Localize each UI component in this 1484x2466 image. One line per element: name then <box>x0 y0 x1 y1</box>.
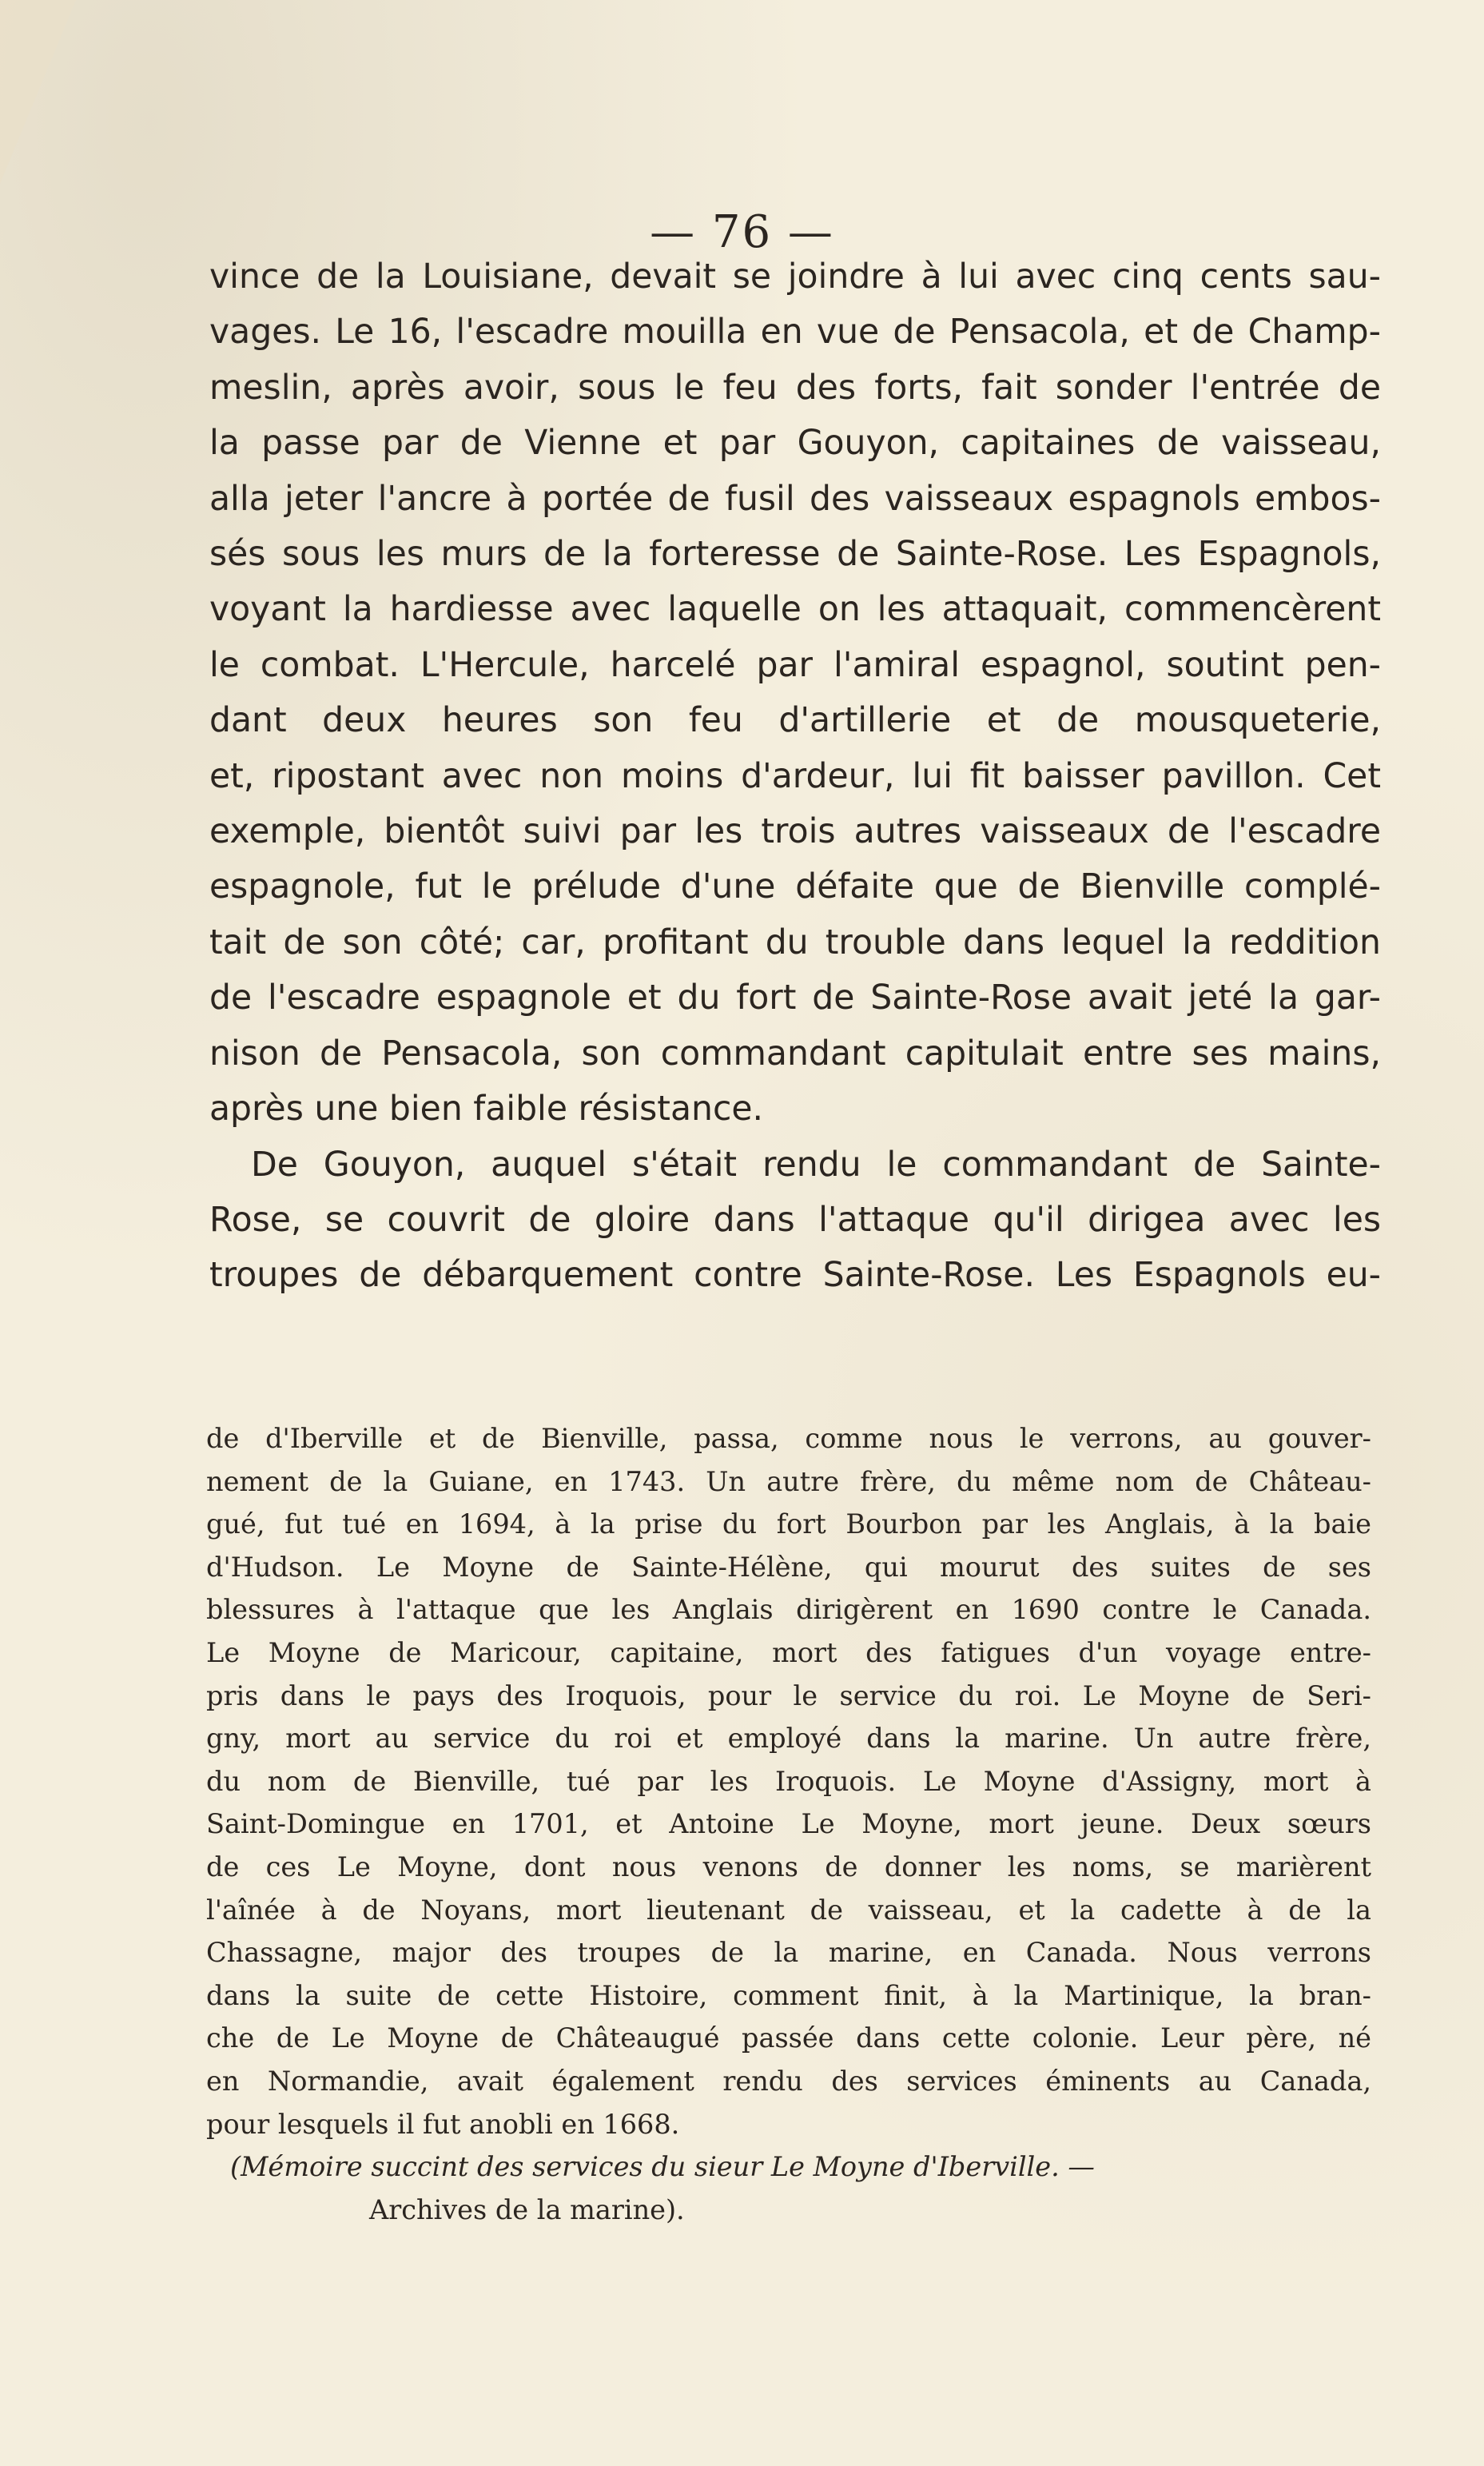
text-line: vages. Le 16, l'escadre mouilla en vue de Pensacola, et de Champ- <box>209 313 1381 353</box>
text-line: meslin, après avoir, sous le feu des forts, fait sonder l'entrée de <box>209 368 1381 408</box>
footnote-source: (Mémoire succint des services du sieur Le Moyne d'Iberville. — <box>230 2151 1095 2183</box>
text-line: exemple, bientôt suivi par les trois autres vaisseaux de l'escadre <box>209 812 1381 852</box>
text-line: sés sous les murs de la forteresse de Sainte-Rose. Les Espagnols, <box>209 535 1381 575</box>
text-line: Rose, se couvrit de gloire dans l'attaque qu'il dirigea avec les <box>209 1200 1381 1240</box>
footnote-line: d'Hudson. Le Moyne de Sainte-Hélène, qui mourut des suites de ses <box>206 1551 1371 1583</box>
footnote-line: nement de la Guiane, en 1743. Un autre frère, du même nom de Château- <box>206 1465 1371 1497</box>
footnote-line: de d'Iberville et de Bienville, passa, comme nous le verrons, au gouver- <box>206 1423 1371 1454</box>
text-line: de l'escadre espagnole et du fort de Sainte-Rose avait jeté la gar- <box>209 978 1381 1018</box>
footnote-line: pour lesquels il fut anobli en 1668. <box>206 2108 680 2140</box>
text-line: De Gouyon, auquel s'était rendu le commandant de Sainte- <box>251 1145 1381 1185</box>
text-line: espagnole, fut le prélude d'une défaite que de Bienville complé- <box>209 867 1381 907</box>
text-line: tait de son côté; car, profitant du trouble dans lequel la reddition <box>209 922 1381 962</box>
footnote-line: blessures à l'attaque que les Anglais dirigèrent en 1690 contre le Canada. <box>206 1594 1371 1626</box>
footnote-archive: Archives de la marine). <box>369 2193 685 2225</box>
footnote-line: dans la suite de cette Histoire, comment finit, à la Martinique, la bran- <box>206 1979 1371 2011</box>
text-line: voyant la hardiesse avec laquelle on les attaquait, commencèrent <box>209 590 1381 630</box>
text-line: troupes de débarquement contre Sainte-Rose. Les Espagnols eu- <box>209 1256 1381 1296</box>
text-line: vince de la Louisiane, devait se joindre à lui avec cinq cents sau- <box>209 257 1381 297</box>
footnote-line: Le Moyne de Maricour, capitaine, mort des fatigues d'un voyage entre- <box>206 1636 1371 1668</box>
page-corner-fold <box>0 0 76 184</box>
footnote-line: l'aînée à de Noyans, mort lieutenant de vaisseau, et la cadette à de la <box>206 1894 1371 1926</box>
text-line: le combat. L'Hercule, harcelé par l'amiral espagnol, soutint pen- <box>209 645 1381 685</box>
text-line: dant deux heures son feu d'artillerie et de mousqueterie, <box>209 701 1381 741</box>
text-line: nison de Pensacola, son commandant capitulait entre ses mains, <box>209 1034 1381 1074</box>
footnote-line: de ces Le Moyne, dont nous venons de donner les noms, se marièrent <box>206 1850 1371 1882</box>
footnote-line: en Normandie, avait également rendu des services éminents au Canada, <box>206 2065 1371 2097</box>
text-line: et, ripostant avec non moins d'ardeur, lui fit baisser pavillon. Cet <box>209 756 1381 796</box>
footnote-line: che de Le Moyne de Châteaugué passée dans cette colonie. Leur père, né <box>206 2022 1371 2054</box>
footnote-line: gny, mort au service du roi et employé dans la marine. Un autre frère, <box>206 1723 1371 1755</box>
footnote-line: du nom de Bienville, tué par les Iroquois. Le Moyne d'Assigny, mort à <box>206 1765 1371 1797</box>
footnote-line: Chassagne, major des troupes de la marine, en Canada. Nous verrons <box>206 1937 1371 1969</box>
text-line: la passe par de Vienne et par Gouyon, capitaines de vaisseau, <box>209 424 1381 464</box>
footnote-block <box>206 1417 1371 2231</box>
text-line: après une bien faible résistance. <box>209 1090 763 1129</box>
main-text <box>209 249 1381 1304</box>
footnote-line: Saint-Domingue en 1701, et Antoine Le Moyne, mort jeune. Deux sœurs <box>206 1808 1371 1840</box>
text-line: alla jeter l'ancre à portée de fusil des vaisseaux espagnols embos- <box>209 479 1381 519</box>
footnote-line: gué, fut tué en 1694, à la prise du fort Bourbon par les Anglais, à la baie <box>206 1508 1371 1540</box>
footnote-line: pris dans le pays des Iroquois, pour le service du roi. Le Moyne de Seri- <box>206 1679 1371 1711</box>
page-number: — 76 — <box>650 206 834 258</box>
